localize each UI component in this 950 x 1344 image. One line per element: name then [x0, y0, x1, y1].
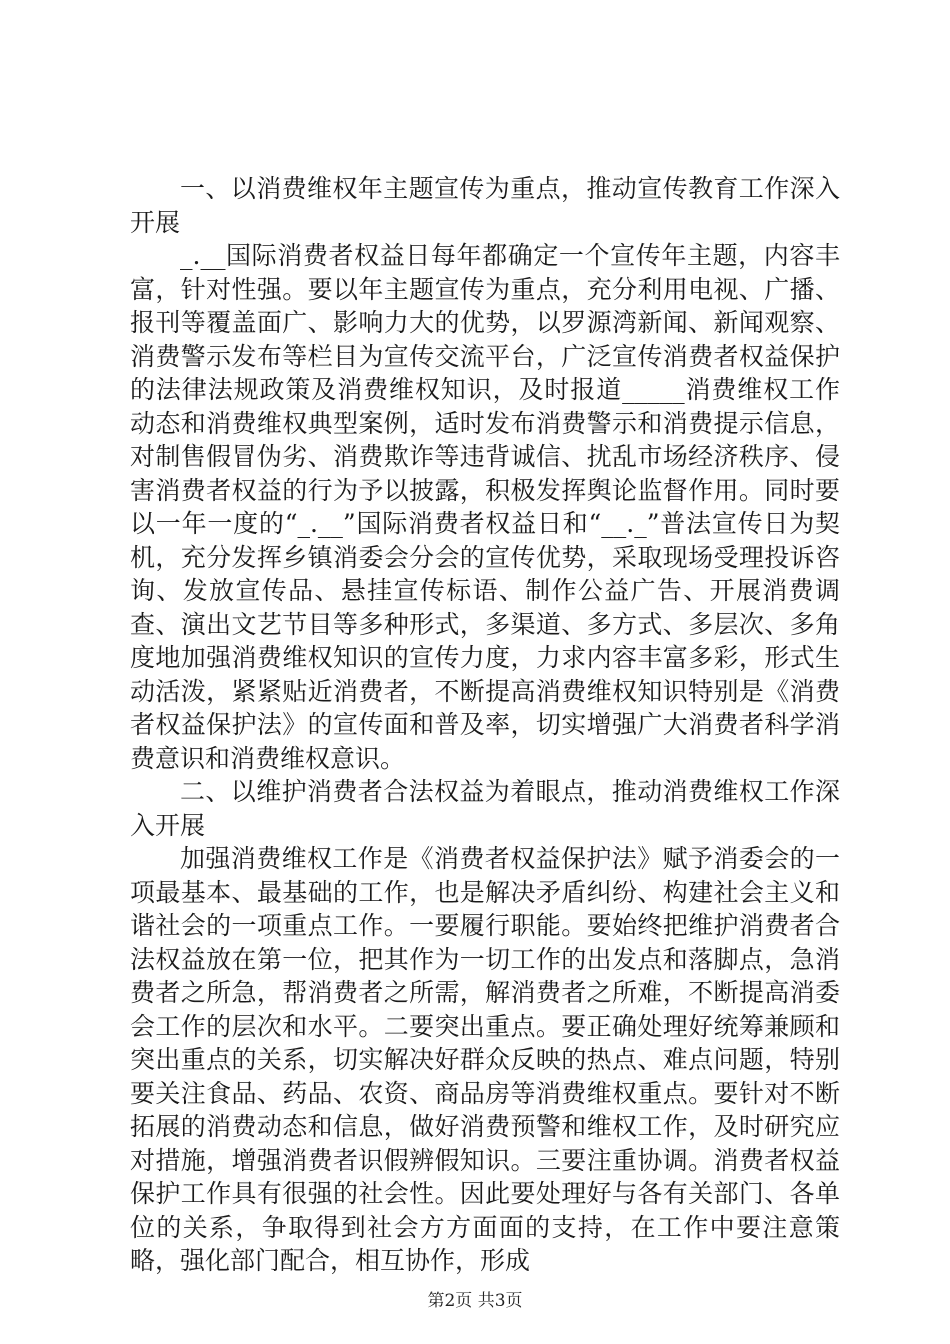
- body-paragraph-2: 加强消费维权工作是《消费者权益保护法》赋予消委会的一项最基本、最基础的工作，也是解决矛盾纠纷、构建社会主义和谐社会的一项重点工作。一要履行职能。要始终把维护消费者合法权益放在第一位，把其作为一切工作的出发点和落脚点，急消费者之所急，帮消费者之所需，解消费者之所难，不断提高消委会工作的层次和水平。二要突出重点。要正确处理好统筹兼顾和突出重点的关系，切实解决好群众反映的热点、难点问题，特别要关注食品、药品、农资、商品房等消费维权重点。要针对不断拓展的消费动态和信息，做好消费预警和维权工作，及时研究应对措施，增强消费者识假辨假知识。三要注重协调。消费者权益保护工作具有很强的社会性。因此要处理好与各有关部门、各单位的关系，争取得到社会方方面面的支持，在工作中要注意策略，强化部门配合，相互协作，形成: [130, 844, 840, 1275]
- section-heading-2: 二、以维护消费者合法权益为着眼点，推动消费维权工作深入开展: [130, 777, 840, 840]
- document-body: [130, 172, 840, 1278]
- body-paragraph-1: _.__国际消费者权益日每年都确定一个宣传年主题，内容丰富，针对性强。要以年主题宣传为重点，充分利用电视、广播、报刊等覆盖面广、影响力大的优势，以罗源湾新闻、新闻观察、消费警示发布等栏目为宣传交流平台，广泛宣传消费者权益保护的法律法规政策及消费维权知识，及时报道_____消费维权工作动态和消费维权典型案例，适时发布消费警示和消费提示信息，对制售假冒伪劣、消费欺诈等违背诚信、扰乱市场经济秩序、侵害消费者权益的行为予以披露，积极发挥舆论监督作用。同时要以一年一度的“_.__”国际消费者权益日和“__._”普法宣传日为契机，充分发挥乡镇消委会分会的宣传优势，采取现场受理投诉咨询、发放宣传品、悬挂宣传标语、制作公益广告、开展消费调查、演出文艺节目等多种形式，多渠道、多方式、多层次、多角度地加强消费维权知识的宣传力度，力求内容丰富多彩，形式生动活泼，紧紧贴近消费者，不断提高消费维权知识特别是《消费者权益保护法》的宣传面和普及率，切实增强广大消费者科学消费意识和消费维权意识。: [130, 241, 840, 773]
- page-number-footer: 第2页 共3页: [427, 1291, 523, 1311]
- section-heading-1: 一、以消费维权年主题宣传为重点，推动宣传教育工作深入开展: [130, 174, 840, 237]
